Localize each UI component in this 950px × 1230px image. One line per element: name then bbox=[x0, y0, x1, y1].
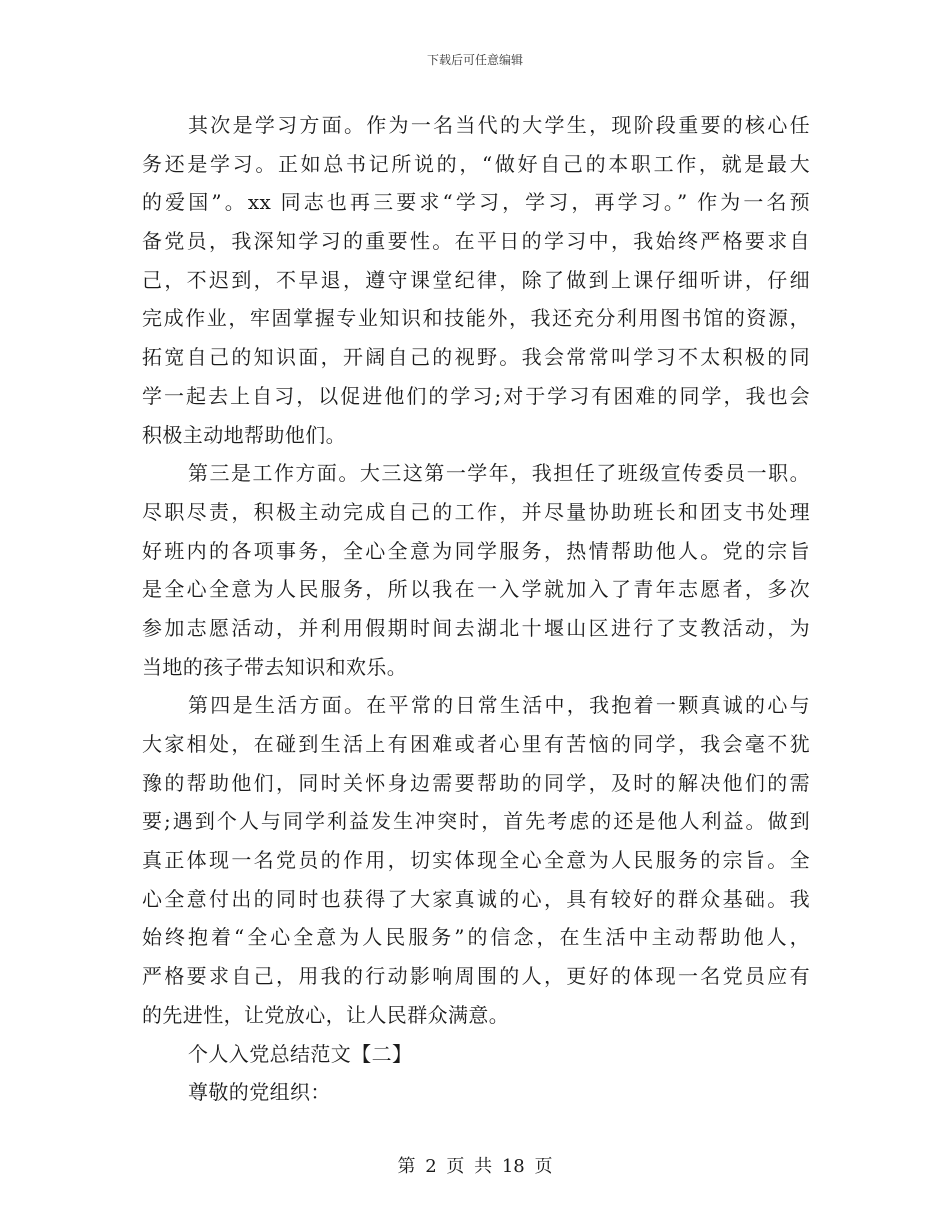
paragraph-line: 始终抱着“全心全意为人民服务”的信念，在生活中主动帮助他人， bbox=[142, 925, 810, 950]
paragraph-line: 务还是学习。正如总书记所说的，“做好自己的本职工作，就是最大 bbox=[142, 151, 810, 176]
paragraph-line: 其次是学习方面。作为一名当代的大学生，现阶段重要的核心任 bbox=[188, 113, 810, 137]
paragraph-line: 第四是生活方面。在平常的日常生活中，我抱着一颗真诚的心与 bbox=[188, 693, 810, 718]
paragraph-line: 尽职尽责，积极主动完成自己的工作，并尽量协助班长和团支书处理 bbox=[142, 499, 810, 524]
paragraph-line: 拓宽自己的知识面，开阔自己的视野。我会常常叫学习不太积极的同 bbox=[142, 345, 810, 370]
paragraph-line: 是全心全意为人民服务，所以我在一入学就加入了青年志愿者，多次 bbox=[142, 577, 810, 602]
paragraph-line: 己，不迟到，不早退，遵守课堂纪律，除了做到上课仔细听讲，仔细 bbox=[142, 267, 810, 292]
salutation-line: 尊敬的党组织： bbox=[188, 1080, 331, 1105]
paragraph-line: 第三是工作方面。大三这第一学年，我担任了班级宣传委员一职。 bbox=[188, 461, 810, 486]
paragraph-line: 的爱国”。xx 同志也再三要求“学习，学习，再学习。” 作为一名预 bbox=[142, 190, 810, 215]
paragraph-line: 豫的帮助他们，同时关怀身边需要帮助的同学，及时的解决他们的需 bbox=[142, 770, 810, 795]
page-number-footer: 第 2 页 共 18 页 bbox=[397, 1156, 553, 1177]
paragraph-line: 真正体现一名党员的作用，切实体现全心全意为人民服务的宗旨。全 bbox=[142, 848, 810, 873]
paragraph-line: 积极主动地帮助他们。 bbox=[142, 422, 346, 447]
paragraph-line: 完成作业，牢固掌握专业知识和技能外，我还充分利用图书馆的资源， bbox=[142, 306, 810, 331]
document-body bbox=[142, 106, 810, 1112]
paragraph-line: 严格要求自己，用我的行动影响周围的人，更好的体现一名党员应有 bbox=[142, 964, 810, 989]
paragraph-line: 参加志愿活动，并利用假期时间去湖北十堰山区进行了支教活动，为 bbox=[142, 615, 810, 640]
paragraph-line: 大家相处，在碰到生活上有困难或者心里有苦恼的同学，我会毫不犹 bbox=[142, 732, 810, 756]
page-header-note: 下载后可任意编辑 bbox=[426, 53, 523, 67]
paragraph-line: 好班内的各项事务，全心全意为同学服务，热情帮助他人。党的宗旨 bbox=[142, 538, 810, 563]
paragraph-line: 要;遇到个人与同学利益发生冲突时，首先考虑的还是他人利益。做到 bbox=[142, 809, 810, 834]
paragraph-line: 备党员，我深知学习的重要性。在平日的学习中，我始终严格要求自 bbox=[142, 229, 810, 254]
paragraph-line: 当地的孩子带去知识和欢乐。 bbox=[142, 654, 408, 679]
paragraph-line: 的先进性，让党放心，让人民群众满意。 bbox=[142, 1002, 510, 1027]
paragraph-line: 学一起去上自习，以促进他们的学习;对于学习有困难的同学，我也会 bbox=[142, 383, 810, 408]
section-heading: 个人入党总结范文【二】 bbox=[188, 1041, 413, 1066]
paragraph-line: 心全意付出的同时也获得了大家真诚的心，具有较好的群众基础。我 bbox=[142, 886, 810, 911]
